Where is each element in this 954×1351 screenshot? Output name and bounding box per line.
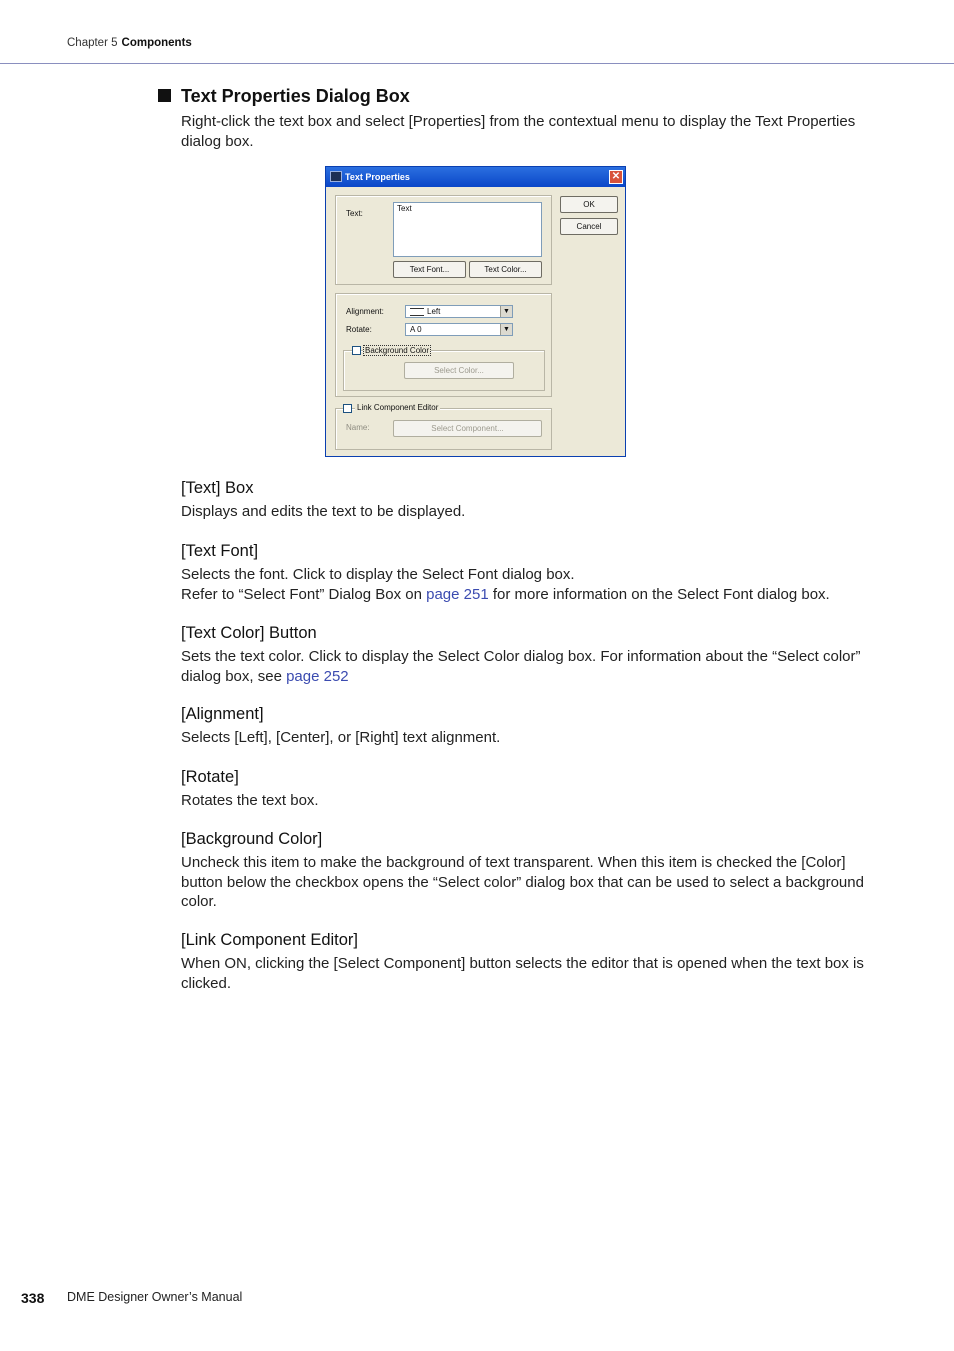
item-desc-text-box: Displays and edits the text to be displayed. <box>181 503 466 520</box>
header-rule <box>0 63 954 64</box>
item-desc-text-color <box>181 647 891 686</box>
item-desc-rotate: Rotates the text box. <box>181 792 319 809</box>
select-component-button[interactable]: Select Component... <box>393 420 542 437</box>
item-desc-text-font <box>181 565 891 604</box>
background-color-checkbox[interactable] <box>352 346 361 355</box>
link-component-checkbox[interactable] <box>343 404 352 413</box>
item-desc-text-font-line2 <box>181 585 891 605</box>
chapter-header <box>67 37 192 49</box>
link-component-label: Link Component Editor <box>357 403 439 412</box>
rotate-select[interactable] <box>405 323 513 336</box>
section-title: Text Properties Dialog Box <box>181 86 410 106</box>
page-251-link[interactable]: page 251 <box>426 585 489 603</box>
item-desc-alignment: Selects [Left], [Center], or [Right] text alignment. <box>181 729 501 746</box>
ref-text: Refer to “Select Font” Dialog Box on <box>181 585 427 603</box>
item-title-background-color: [Background Color] <box>181 830 323 848</box>
ok-button[interactable]: OK <box>560 196 618 213</box>
manual-title: DME Designer Owner’s Manual <box>67 1290 243 1304</box>
dialog-title-bar <box>326 167 625 187</box>
select-color-button[interactable]: Select Color... <box>404 362 514 379</box>
text-color-button[interactable]: Text Color... <box>469 261 542 278</box>
rotate-value: A 0 <box>410 325 422 334</box>
align-left-icon <box>410 308 424 316</box>
page-252-link[interactable]: page 252 <box>286 667 349 685</box>
item-title-text-box: [Text] Box <box>181 479 254 497</box>
cancel-button[interactable]: Cancel <box>560 218 618 235</box>
alignment-label: Alignment: <box>346 307 384 316</box>
item-title-link-component-editor: [Link Component Editor] <box>181 931 359 949</box>
dialog-title: Text Properties <box>345 172 410 182</box>
close-icon[interactable]: ✕ <box>609 170 623 184</box>
chapter-number: Chapter 5 <box>67 37 118 49</box>
chevron-down-icon: ▼ <box>500 306 512 317</box>
item-title-text-font: [Text Font] <box>181 542 259 560</box>
alignment-value: Left <box>427 307 441 316</box>
ref-text-end: for more information on the Select Font dialog box. <box>488 585 830 603</box>
section-intro: Right-click the text box and select [Properties] from the contextual menu to display the Text Properties dialog box. <box>181 113 856 150</box>
chevron-down-icon: ▼ <box>500 324 512 335</box>
text-color-desc: Sets the text color. Click to display the Select Color dialog box. For information about the “Select color” dialog box, see <box>181 648 861 685</box>
page-number: 338 <box>21 1290 45 1306</box>
text-font-button[interactable]: Text Font... <box>393 261 466 278</box>
name-label: Name: <box>346 423 370 432</box>
item-title-alignment: [Alignment] <box>181 705 264 723</box>
app-icon <box>330 171 342 182</box>
text-properties-dialog <box>325 166 626 457</box>
rotate-label: Rotate: <box>346 325 372 334</box>
section-bullet-icon <box>158 89 171 102</box>
background-color-label: Background Color <box>365 346 430 355</box>
item-title-text-color: [Text Color] Button <box>181 624 317 642</box>
item-title-rotate: [Rotate] <box>181 768 239 786</box>
text-label: Text: <box>346 209 363 218</box>
item-desc-link-component-editor: When ON, clicking the [Select Component] button selects the editor that is opened when the text box is clicked. <box>181 955 864 992</box>
item-desc-background-color: Uncheck this item to make the background of text transparent. When this item is checked the [Color] button below the checkbox opens the “Select color” dialog box that can be used to select a background color. <box>181 854 864 910</box>
chapter-name: Components <box>121 37 192 49</box>
alignment-select[interactable] <box>405 305 513 318</box>
item-desc-text-font-line1: Selects the font. Click to display the Select Font dialog box. <box>181 566 575 583</box>
text-input[interactable]: Text <box>393 202 542 257</box>
